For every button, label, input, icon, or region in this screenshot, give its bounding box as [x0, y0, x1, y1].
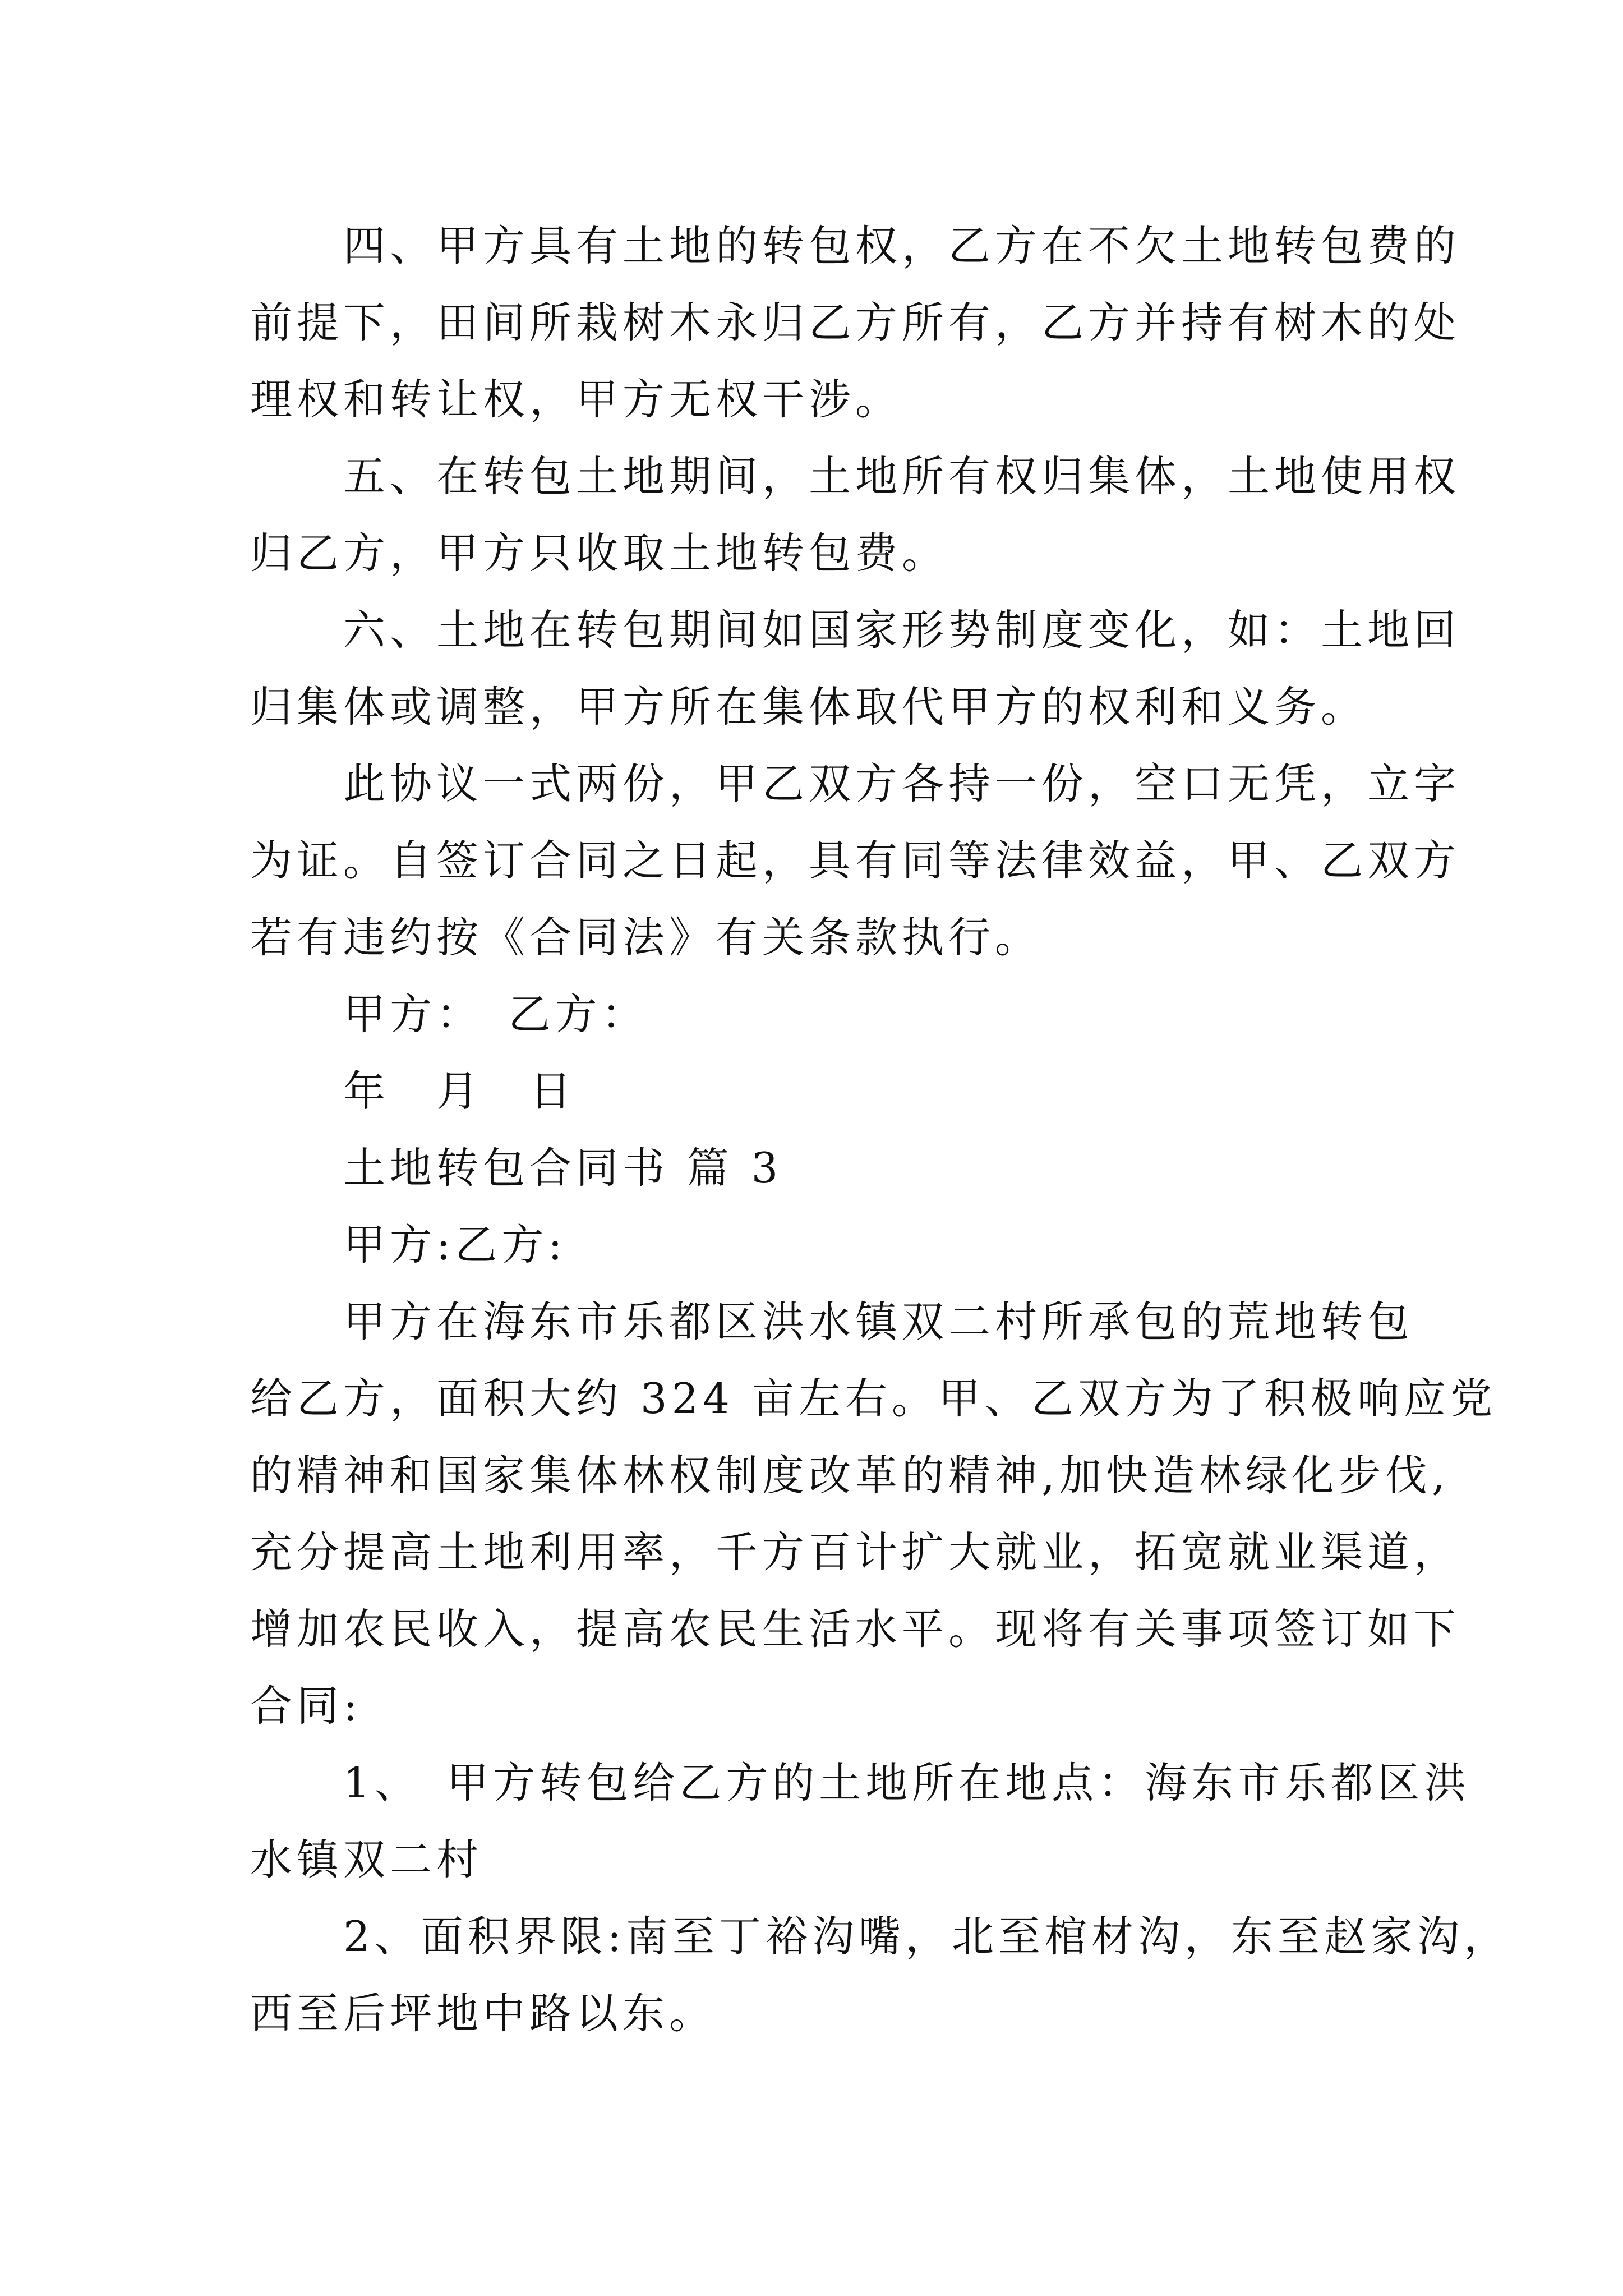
date-line: 年 月 日	[343, 1066, 577, 1116]
text-line: 甲方在海东市乐都区洪水镇双二村所承包的荒地转包	[343, 1297, 1414, 1346]
clause-line: 西至后坪地中路以东。	[250, 1989, 716, 2038]
text-line: 给乙方，面积大约 324 亩左右。甲、乙双方为了积极响应党	[250, 1374, 1497, 1423]
document-page	[250, 208, 1510, 2052]
text-line: 若有违约按《合同法》有关条款执行。	[250, 913, 1042, 962]
clause-line: 2、面积界限:南至丁裕沟嘴，北至棺材沟，东至赵家沟，	[343, 1912, 1510, 1961]
text-line: 充分提高土地利用率，千方百计扩大就业，拓宽就业渠道，	[250, 1527, 1461, 1577]
text-line: 此协议一式两份，甲乙双方各持一份，空口无凭，立字	[343, 759, 1461, 808]
text-line: 四、甲方具有土地的转包权，乙方在不欠土地转包费的	[343, 221, 1461, 270]
clause-line: 水镇双二村	[250, 1835, 483, 1884]
text-line: 理权和转让权，甲方无权干涉。	[250, 375, 902, 424]
text-line: 六、土地在转包期间如国家形势制度变化，如：土地回	[343, 605, 1461, 655]
signature-line: 甲方： 乙方：	[343, 990, 648, 1039]
clause-line: 1、 甲方转包给乙方的土地所在地点：海东市乐都区洪	[343, 1758, 1471, 1807]
section-heading: 土地转包合同书 篇 3	[343, 1143, 783, 1193]
text-line: 为证。自签订合同之日起，具有同等法律效益，甲、乙双方	[250, 836, 1461, 885]
text-line: 增加农民收入，提高农民生活水平。现将有关事项签订如下	[250, 1604, 1461, 1654]
text-line: 合同:	[250, 1681, 362, 1731]
text-line: 前提下，田间所栽树木永归乙方所有，乙方并持有树木的处	[250, 298, 1461, 347]
text-line: 归乙方，甲方只收取土地转包费。	[250, 528, 949, 578]
parties-line: 甲方:乙方:	[343, 1220, 567, 1269]
text-line: 的精神和国家集体林权制度改革的精神,加快造林绿化步伐,	[250, 1451, 1450, 1500]
text-line: 归集体或调整，甲方所在集体取代甲方的权利和义务。	[250, 682, 1368, 731]
text-line: 五、在转包土地期间，土地所有权归集体，土地使用权	[343, 452, 1461, 501]
